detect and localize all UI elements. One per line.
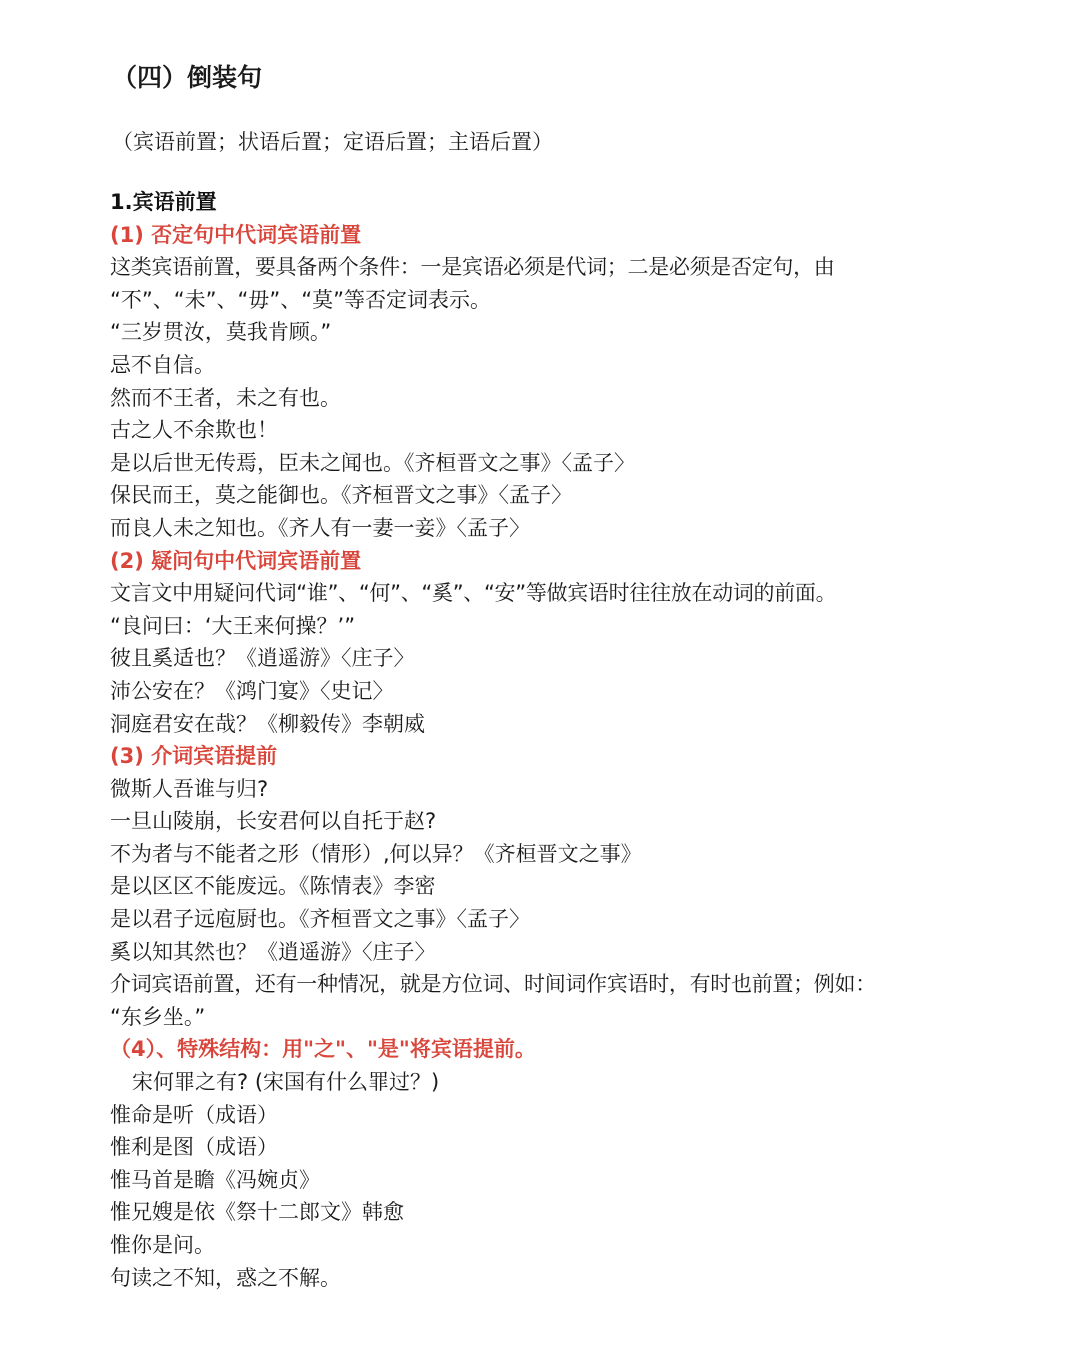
body-line: 微斯人吾谁与归? xyxy=(110,776,269,801)
body-line: 是以区区不能废远。《陈情表》李密 xyxy=(110,874,436,899)
subsection-heading: (3) 介词宾语提前 xyxy=(110,744,278,769)
body-line: 介词宾语前置，还有一种情况，就是方位词、时间词作宾语时，有时也前置；例如： xyxy=(110,972,876,997)
body-line: 是以后世无传焉，臣未之闻也。《齐桓晋文之事》〈孟子〉 xyxy=(110,450,635,475)
body-line: 沛公安在？《鸿门宴》〈史记〉 xyxy=(110,678,394,703)
body-line: 惟你是问。 xyxy=(110,1233,215,1257)
body-line: “三岁贯汝，莫我肯顾。” xyxy=(110,320,332,345)
page-title: （四）倒装句 xyxy=(112,63,263,92)
body-line: 这类宾语前置，要具备两个条件：一是宾语必须是代词；二是必须是否定句，由 xyxy=(110,255,835,280)
body-line: 宋何罪之有? (宋国有什么罪过？) xyxy=(132,1070,440,1095)
subsection-heading: （4）、特殊结构：用"之"、"是"将宾语提前。 xyxy=(110,1037,536,1062)
body-line: “良问曰：‘大王来何操？’” xyxy=(110,613,356,638)
body-line: “不”、“未”、“毋”、“莫”等否定词表示。 xyxy=(110,287,492,312)
page-subtitle: （宾语前置；状语后置；定语后置；主语后置） xyxy=(112,130,553,154)
body-line: 保民而王，莫之能御也。《齐桓晋文之事》〈孟子〉 xyxy=(110,483,572,508)
body-line: 惟命是听（成语） xyxy=(110,1102,278,1127)
body-line: 奚以知其然也？《逍遥游》〈庄子〉 xyxy=(110,939,436,964)
subsection-heading: (1) 否定句中代词宾语前置 xyxy=(110,222,362,247)
section-heading: 1.宾语前置 xyxy=(110,190,217,214)
body-line: 惟马首是瞻《冯婉贞》 xyxy=(110,1167,320,1192)
body-line: 然而不王者，未之有也。 xyxy=(110,385,341,410)
body-line: 惟利是图（成语） xyxy=(110,1135,278,1160)
document-body xyxy=(110,186,1060,1294)
body-line: 是以君子远庖厨也。《齐桓晋文之事》〈孟子〉 xyxy=(110,907,530,932)
body-line: 古之人不余欺也！ xyxy=(110,418,278,443)
body-line: 文言文中用疑问代词“谁”、“何”、“奚”、“安”等做宾语时往往放在动词的前面。 xyxy=(110,581,837,606)
body-line: 一旦山陵崩，长安君何以自托于赵? xyxy=(110,809,437,834)
body-line: 忌不自信。 xyxy=(110,352,215,377)
body-line: 句读之不知，惑之不解。 xyxy=(110,1265,341,1290)
body-line: 彼且奚适也？《逍遥游》〈庄子〉 xyxy=(110,646,415,671)
body-line: 惟兄嫂是依《祭十二郎文》韩愈 xyxy=(110,1200,404,1225)
body-line: “东乡坐。” xyxy=(110,1004,206,1029)
body-line: 而良人未之知也。《齐人有一妻一妾》〈孟子〉 xyxy=(110,515,530,540)
body-line: 洞庭君安在哉？《柳毅传》李朝威 xyxy=(110,711,425,736)
subsection-heading: (2) 疑问句中代词宾语前置 xyxy=(110,548,362,573)
body-line: 不为者与不能者之形（情形）,何以异？《齐桓晋文之事》 xyxy=(110,841,642,866)
